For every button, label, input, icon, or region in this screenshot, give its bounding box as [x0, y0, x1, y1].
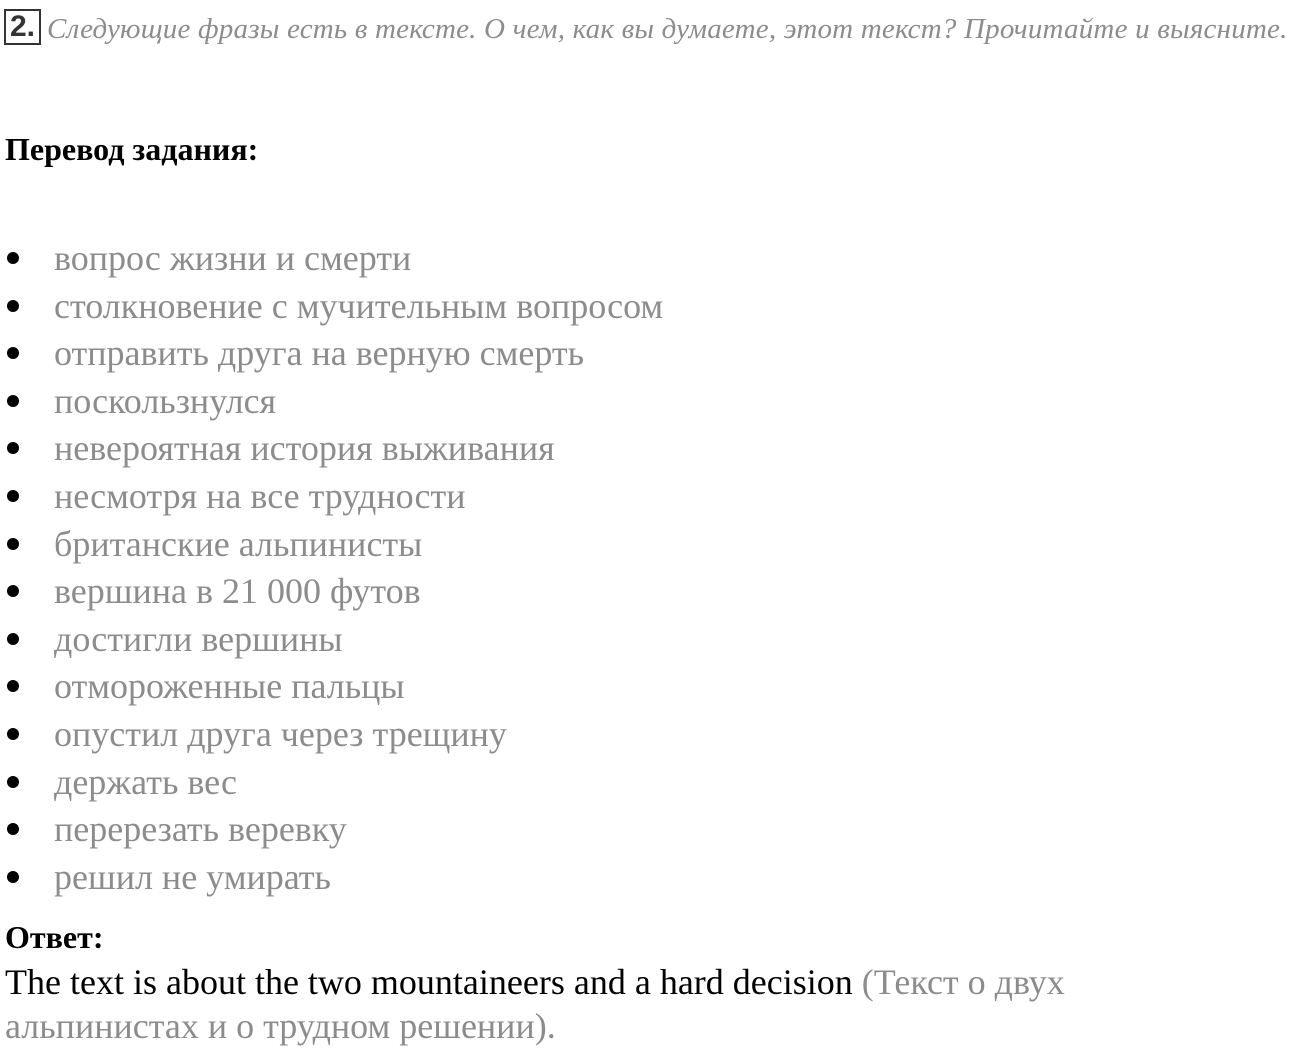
list-item — [0, 664, 663, 712]
phrase-text: опустил друга через трещину — [54, 713, 507, 754]
phrase-text: достигли вершины — [54, 618, 343, 659]
phrase-text: отправить друга на верную смерть — [54, 333, 585, 374]
phrase-text: невероятная история выживания — [54, 428, 555, 469]
list-item — [0, 855, 663, 903]
bullet-icon — [7, 823, 19, 835]
bullet-icon — [7, 633, 19, 645]
list-item — [0, 760, 663, 808]
list-item — [0, 379, 663, 427]
bullet-icon — [7, 585, 19, 597]
bullet-icon — [7, 395, 19, 407]
list-item — [0, 236, 663, 284]
bullet-icon — [7, 776, 19, 788]
phrase-list — [0, 236, 663, 902]
phrase-text: перерезать веревку — [54, 809, 347, 850]
list-item — [0, 569, 663, 617]
phrase-text: столкновение с мучительным вопросом — [54, 285, 664, 326]
bullet-icon — [7, 300, 19, 312]
list-item — [0, 712, 663, 760]
bullet-icon — [7, 728, 19, 740]
bullet-icon — [7, 252, 19, 264]
answer-text — [5, 960, 1265, 1048]
task-number-badge: 2. — [4, 9, 41, 45]
phrase-text: вершина в 21 000 футов — [54, 571, 421, 612]
answer-heading: Ответ: — [5, 919, 104, 955]
phrase-text: решил не умирать — [54, 856, 331, 897]
phrase-text: поскользнулся — [54, 380, 277, 421]
phrase-text: отмороженные пальцы — [54, 666, 405, 707]
phrase-text: британские альпинисты — [54, 523, 423, 564]
phrase-text: держать вес — [54, 761, 238, 802]
bullet-icon — [7, 490, 19, 502]
task-text: Следующие фразы есть в тексте. О чем, как вы думаете, этот текст? Прочитайте и выясните. — [47, 13, 1288, 45]
answer-russian: (Текст о двух альпинистах и о трудном решении). — [5, 962, 1065, 1046]
bullet-icon — [7, 871, 19, 883]
list-item — [0, 617, 663, 665]
bullet-icon — [7, 680, 19, 692]
bullet-icon — [7, 442, 19, 454]
phrase-text: несмотря на все трудности — [54, 475, 466, 516]
list-item — [0, 284, 663, 332]
list-item — [0, 426, 663, 474]
list-item — [0, 807, 663, 855]
list-item — [0, 331, 663, 379]
task-statement — [4, 8, 1294, 50]
answer-english: The text is about the two mountaineers and a hard decision — [5, 962, 853, 1002]
bullet-icon — [7, 347, 19, 359]
translation-heading: Перевод задания: — [5, 131, 259, 167]
bullet-icon — [7, 538, 19, 550]
phrase-text: вопрос жизни и смерти — [54, 238, 412, 278]
list-item — [0, 522, 663, 570]
list-item — [0, 474, 663, 522]
